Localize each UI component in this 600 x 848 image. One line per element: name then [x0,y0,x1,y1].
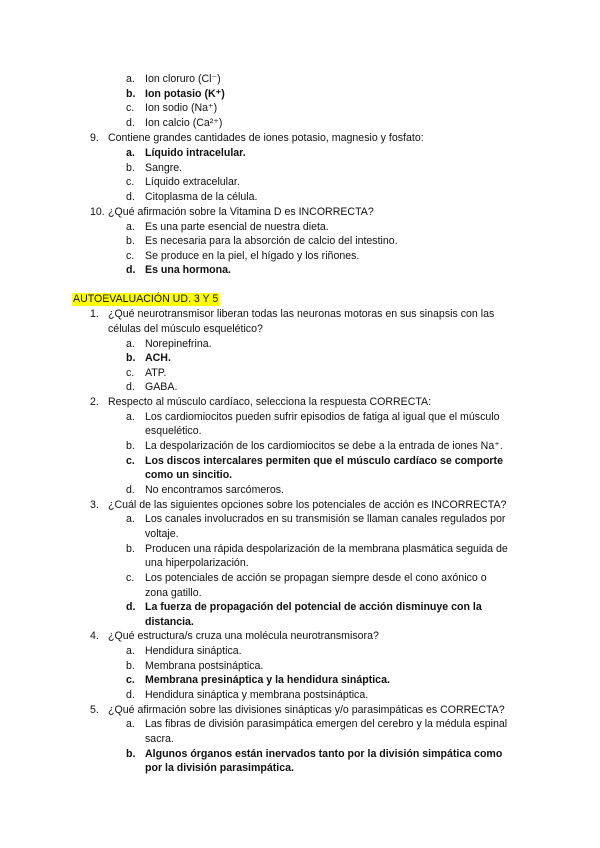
option-text: Los canales involucrados en su transmisión se llaman canales regulados por [145,513,506,525]
option-text: La despolarización de los cardiomiocitos se debe a la entrada de iones Na⁺. [145,440,503,452]
option-marker: d. [126,689,135,701]
option-text: Es una parte esencial de nuestra dieta. [145,221,329,233]
option-marker: a. [126,513,135,525]
section-heading: AUTOEVALUACIÓN UD. 3 Y 5 [73,293,219,305]
question-number: 9. [90,132,99,144]
option-marker: c. [126,102,135,114]
option-marker: a. [126,147,135,159]
option-text-correct: Ion potasio (K⁺) [145,88,225,100]
option-text: zona gatillo. [145,587,202,599]
option-marker: d. [126,381,135,393]
option-text: Hendidura sináptica. [145,645,242,657]
option-text: Citoplasma de la célula. [145,191,258,203]
question-text: ¿Qué afirmación sobre las divisiones sinápticas y/o parasimpáticas es CORRECTA? [108,704,505,716]
question-text: células del músculo esquelético? [108,323,263,335]
question-number: 10. [90,206,105,218]
option-marker: c. [126,250,135,262]
option-marker: d. [126,264,136,276]
option-text: Norepinefrina. [145,338,212,350]
option-marker: c. [126,572,135,584]
option-text: Sangre. [145,162,183,174]
option-marker: b. [126,88,136,100]
question-text: ¿Qué neurotransmisor liberan todas las neuronas motoras en sus sinapsis con las [108,308,495,320]
option-text: voltaje. [145,528,179,540]
option-text: Se produce en la piel, el hígado y los riñones. [145,250,360,262]
option-text: GABA. [145,381,178,393]
option-text: Ion calcio (Ca²⁺) [145,117,223,129]
option-text-correct: Membrana presináptica y la hendidura sináptica. [145,674,390,686]
option-text: Membrana postsináptica. [145,660,264,672]
option-text-correct: Es una hormona. [145,264,231,276]
option-text: Producen una rápida despolarización de la membrana plasmática seguida de [145,543,508,555]
option-marker: b. [126,352,136,364]
option-text-correct: como un sincitio. [145,469,233,481]
option-text: Ion sodio (Na⁺) [145,102,218,114]
option-marker: a. [126,411,135,423]
question-text: ¿Qué afirmación sobre la Vitamina D es INCORRECTA? [108,206,374,218]
option-marker: a. [126,73,135,85]
option-marker: a. [126,221,135,233]
option-marker: d. [126,117,135,129]
option-text: Los potenciales de acción se propagan siempre desde el cono axónico o [145,572,487,584]
option-text-correct: distancia. [145,616,194,628]
option-text: Los cardiomiocitos pueden sufrir episodios de fatiga al igual que el músculo [145,411,500,423]
question-text: Contiene grandes cantidades de iones potasio, magnesio y fosfato: [108,132,424,144]
option-marker: c. [126,176,135,188]
question-number: 4. [90,630,99,642]
option-marker: d. [126,484,135,496]
option-text: ATP. [145,367,167,379]
option-marker: b. [126,660,135,672]
question-number: 1. [90,308,99,320]
option-marker: b. [126,543,135,555]
question-number: 2. [90,396,99,408]
option-marker: b. [126,440,135,452]
option-text-correct: ACH. [145,352,171,364]
option-marker: a. [126,338,135,350]
option-marker: d. [126,601,136,613]
option-text: Líquido extracelular. [145,176,240,188]
option-text-correct: Los discos intercalares permiten que el músculo cardíaco se comporte [145,455,503,467]
option-text: No encontramos sarcómeros. [145,484,284,496]
option-marker: a. [126,718,135,730]
option-text: una hiperpolarización. [145,557,249,569]
option-text-correct: Líquido intracelular. [145,147,246,159]
option-text-correct: Algunos órganos están inervados tanto por la división simpática como [145,748,503,760]
option-text: esquelético. [145,425,202,437]
option-marker: c. [126,455,135,467]
option-marker: b. [126,748,136,760]
option-marker: b. [126,235,135,247]
option-marker: b. [126,162,135,174]
question-text: ¿Qué estructura/s cruza una molécula neurotransmisora? [108,630,379,642]
question-number: 3. [90,499,99,511]
option-text: Hendidura sináptica y membrana postsináptica. [145,689,369,701]
question-number: 5. [90,704,99,716]
option-marker: a. [126,645,135,657]
question-text: Respecto al músculo cardíaco, selecciona la respuesta CORRECTA: [108,396,432,408]
option-marker: c. [126,367,135,379]
option-text-correct: La fuerza de propagación del potencial de acción disminuye con la [145,601,482,613]
option-text: sacra. [145,733,174,745]
option-marker: c. [126,674,135,686]
question-text: ¿Cuál de las siguientes opciones sobre los potenciales de acción es INCORRECTA? [108,499,507,511]
option-text: Ion cloruro (Cl⁻) [145,73,221,85]
option-marker: d. [126,191,135,203]
option-text: Es necesaria para la absorción de calcio del intestino. [145,235,398,247]
option-text: Las fibras de división parasimpática emergen del cerebro y la médula espinal [145,718,508,730]
option-text-correct: por la división parasimpática. [145,762,294,774]
